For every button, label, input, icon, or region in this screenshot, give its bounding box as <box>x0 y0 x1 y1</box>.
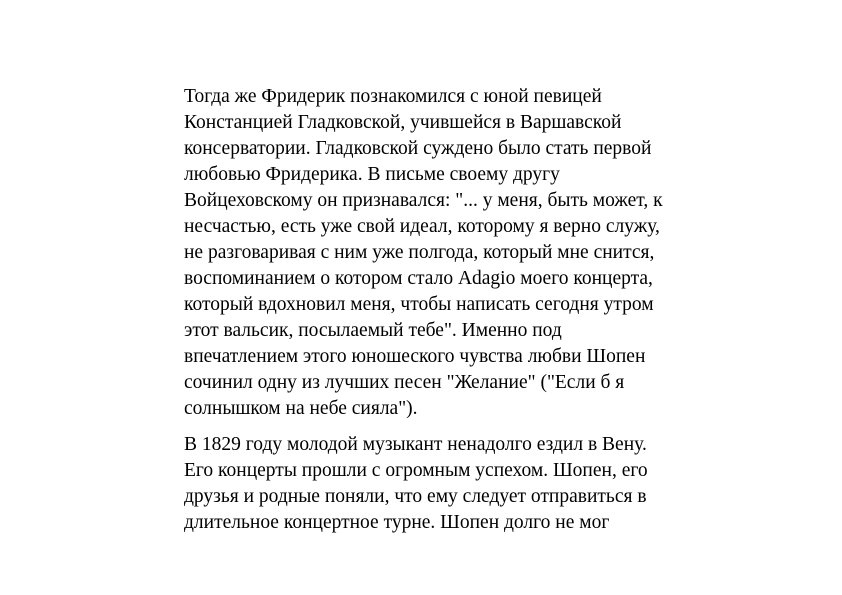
text-line: этот вальсик, посылаемый тебе". Именно под <box>184 320 562 341</box>
text-line: солнышком на небе сияла"). <box>184 398 418 419</box>
text-line: сочинил одну из лучших песен "Желание" ("Если б я <box>184 372 625 393</box>
text-line: несчастью, есть уже свой идеал, которому я верно служу, <box>184 216 660 237</box>
text-line: В 1829 году молодой музыкант ненадолго ездил в Вену. <box>184 434 647 455</box>
text-line: не разговаривая с ним уже полгода, который мне снится, <box>184 242 655 263</box>
paragraph-2 <box>184 432 744 536</box>
paragraph-1 <box>184 84 744 422</box>
text-line: который вдохновил меня, чтобы написать сегодня утром <box>184 294 654 315</box>
text-line: впечатлением этого юношеского чувства любви Шопен <box>184 346 646 367</box>
document-body <box>184 84 744 536</box>
text-line: консерватории. Гладковской суждено было стать первой <box>184 138 652 159</box>
text-line: любовью Фридерика. В письме своему другу <box>184 164 560 185</box>
text-line: Тогда же Фридерик познакомился с юной певицей <box>184 86 602 107</box>
text-line: длительное концертное турне. Шопен долго не мог <box>184 512 610 533</box>
text-line: Его концерты прошли с огромным успехом. Шопен, его <box>184 460 648 481</box>
text-line: Войцеховскому он признавался: "... у меня, быть может, к <box>184 190 663 211</box>
text-line: друзья и родные поняли, что ему следует отправиться в <box>184 486 647 507</box>
text-line: воспоминанием о котором стало Adagio моего концерта, <box>184 268 653 289</box>
text-line: Констанцией Гладковской, учившейся в Варшавской <box>184 112 622 133</box>
